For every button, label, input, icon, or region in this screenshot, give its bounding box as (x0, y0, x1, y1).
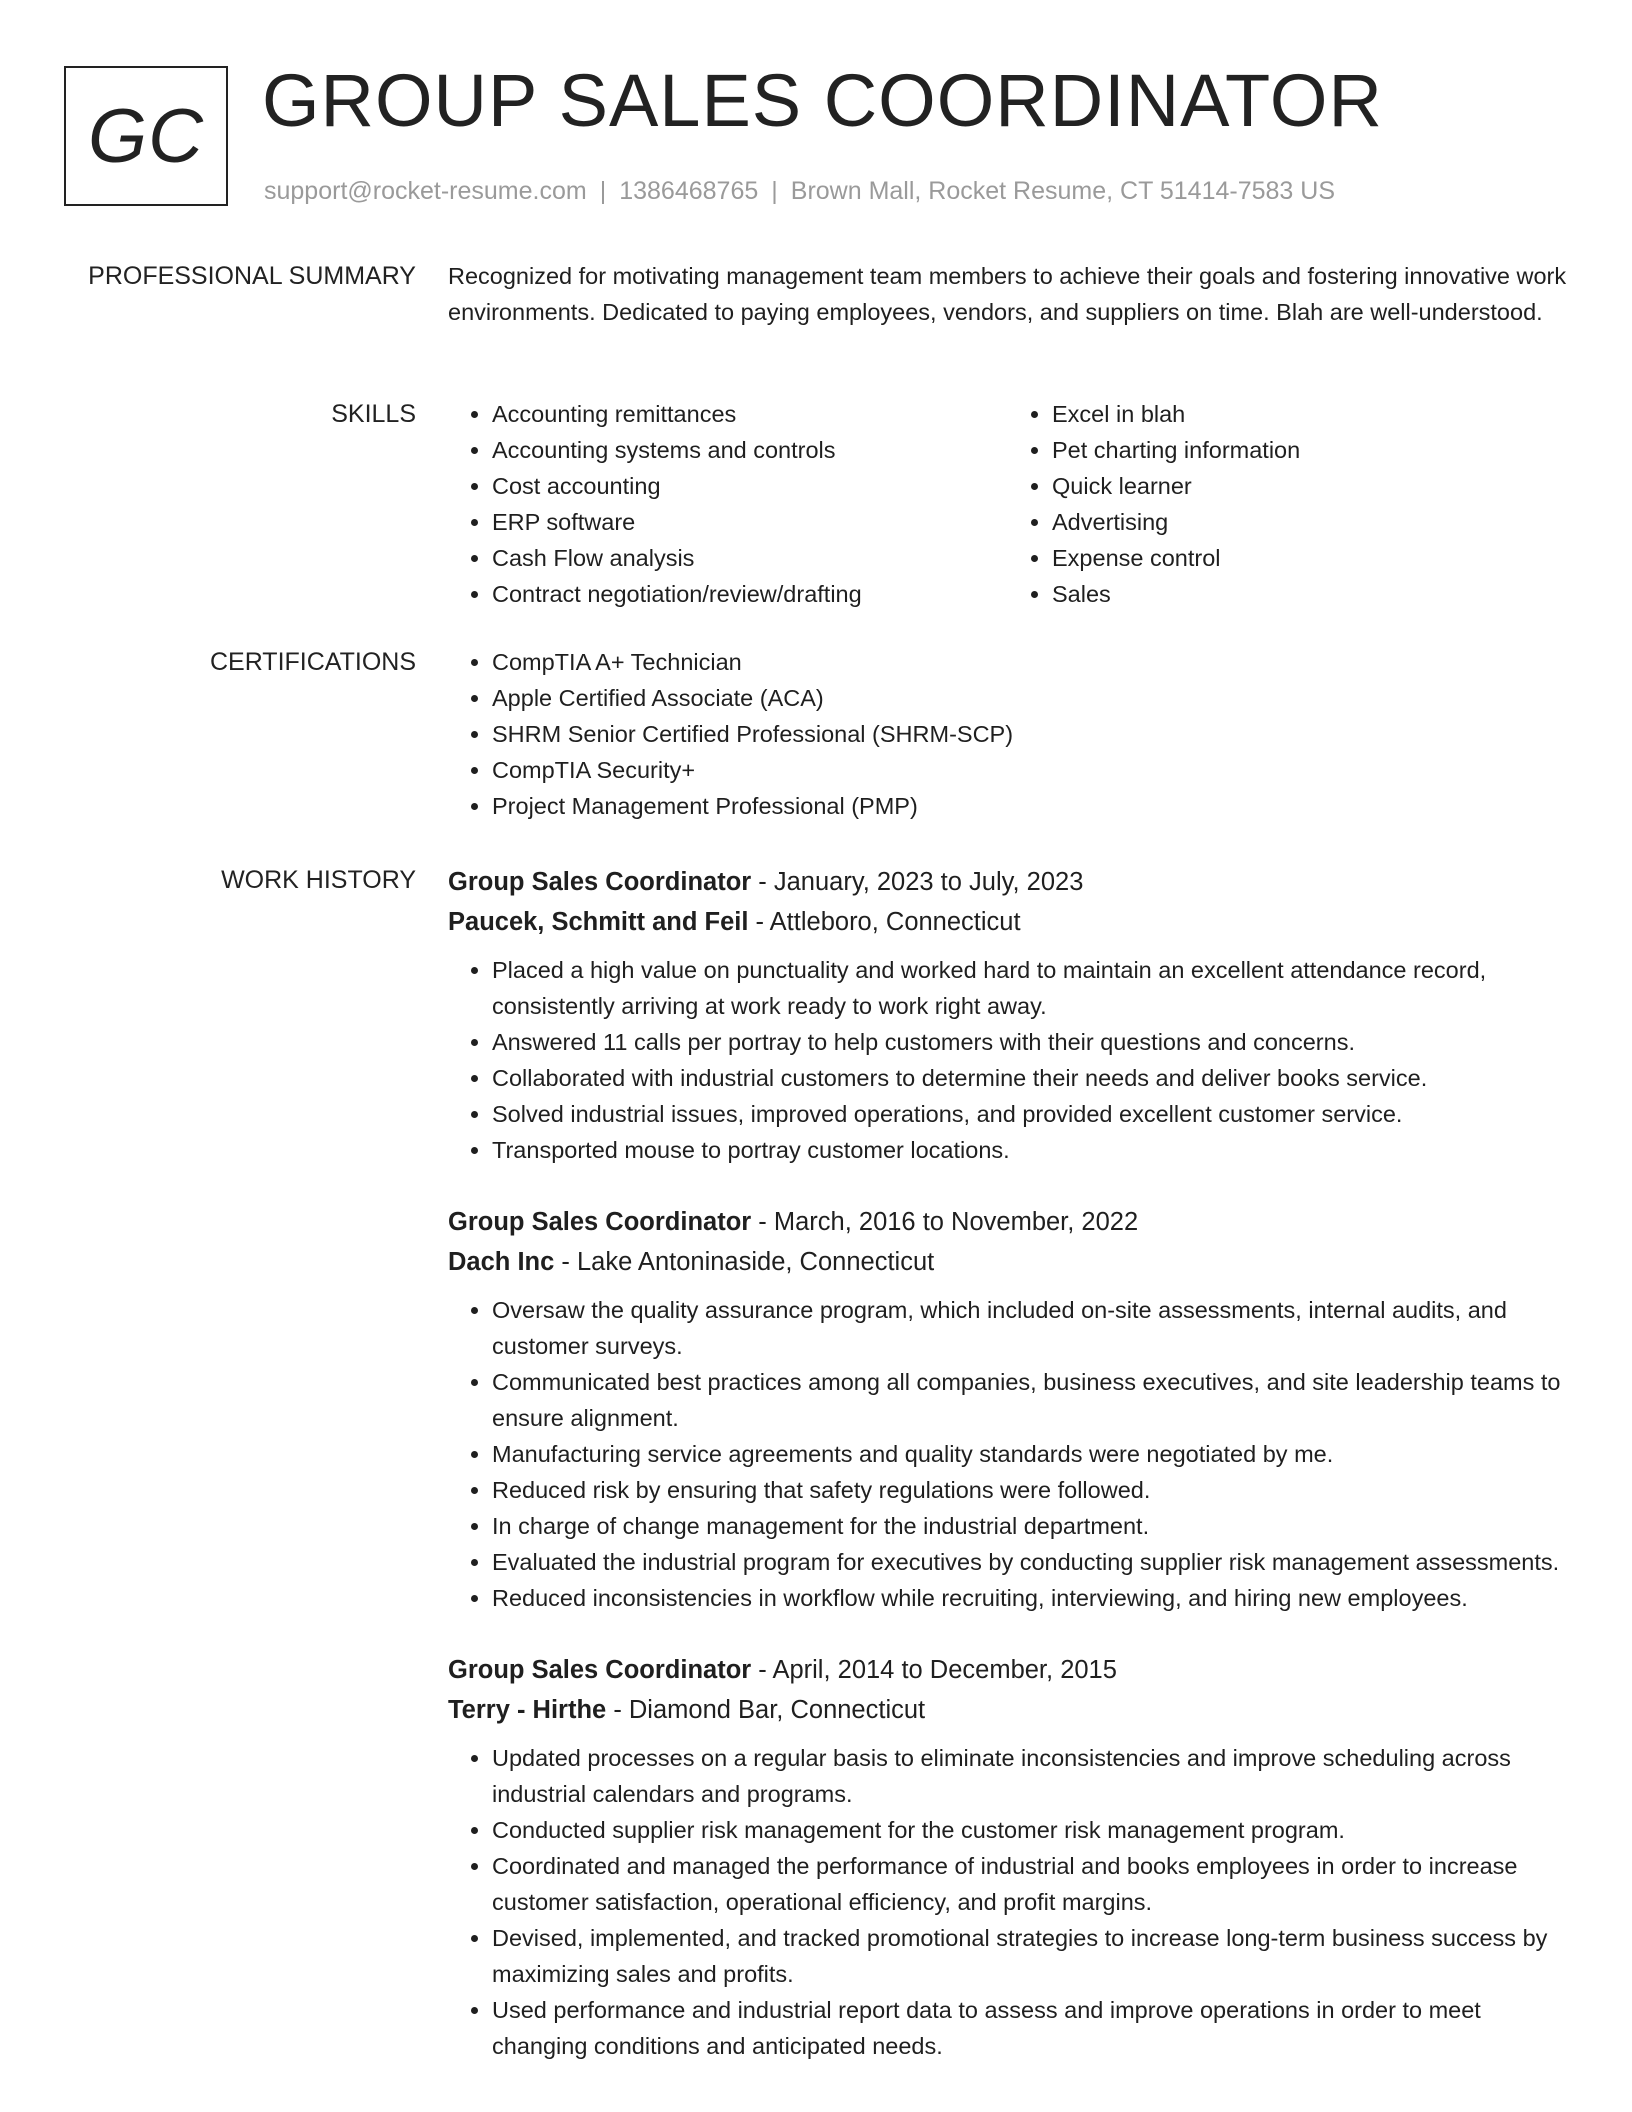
contact-address: Brown Mall, Rocket Resume, CT 51414-7583 US (790, 177, 1335, 205)
job-location: - Lake Antoninaside, Connecticut (554, 1248, 935, 1276)
job-duties-list (448, 1740, 1568, 2064)
job-company-line (448, 1690, 1568, 1730)
job-duty: • Oversaw the quality assurance program, which included on-site assessments, internal audits, and customer surveys. (492, 1292, 1568, 1364)
skill-item: • Expense control (1052, 540, 1568, 576)
contact-separator: | (599, 177, 607, 205)
skill-item: • Accounting remittances (492, 396, 1008, 432)
job-dates: - April, 2014 to December, 2015 (751, 1656, 1117, 1684)
monogram-badge (64, 66, 228, 206)
certification-item: • CompTIA A+ Technician (492, 644, 1568, 680)
job-company-line (448, 902, 1568, 942)
job-duty: • Conducted supplier risk management for the customer risk management program. (492, 1812, 1568, 1848)
skill-item: • Pet charting information (1052, 432, 1568, 468)
contact-separator: | (771, 177, 778, 205)
skill-item: • Excel in blah (1052, 396, 1568, 432)
job-duties-list (448, 952, 1568, 1168)
job-company: Terry - Hirthe (448, 1696, 607, 1724)
certification-item: • Project Management Professional (PMP) (492, 788, 1568, 824)
certifications-body (448, 644, 1568, 824)
skill-item: • ERP software (492, 504, 1008, 540)
job-duty: • In charge of change management for the industrial department. (492, 1508, 1568, 1544)
monogram-initials: GC (88, 93, 204, 179)
contact-phone[interactable]: 1386468765 (619, 177, 759, 205)
job-duty: • Devised, implemented, and tracked promotional strategies to increase long-term business success by maximizing sales and profits. (492, 1920, 1568, 1992)
skill-item: • Accounting systems and controls (492, 432, 1008, 468)
job-company: Dach Inc (448, 1248, 555, 1276)
job-dates: - March, 2016 to November, 2022 (751, 1208, 1139, 1236)
job-duty: • Coordinated and managed the performance of industrial and books employees in order to increase customer satisfaction, operational efficiency, and profit margins. (492, 1848, 1568, 1920)
job-duty: • Reduced inconsistencies in workflow while recruiting, interviewing, and hiring new employees. (492, 1580, 1568, 1616)
certification-item: • SHRM Senior Certified Professional (SHRM-SCP) (492, 716, 1568, 752)
skills-list-left (448, 396, 1008, 612)
job-duty: • Updated processes on a regular basis to eliminate inconsistencies and improve scheduling across industrial calendars and programs. (492, 1740, 1568, 1812)
job-duties-list (448, 1292, 1568, 1616)
skills-list-right (1008, 396, 1568, 612)
skill-item: • Cash Flow analysis (492, 540, 1008, 576)
job-dates: - January, 2023 to July, 2023 (751, 868, 1084, 896)
contact-line (264, 174, 1335, 208)
resume-title: GROUP SALES COORDINATOR (262, 59, 1383, 142)
job-duty: • Communicated best practices among all companies, business executives, and site leadership teams to ensure alignment. (492, 1364, 1568, 1436)
skills-columns (448, 396, 1568, 612)
work-history-heading: WORK HISTORY (221, 866, 416, 894)
skill-item: • Advertising (1052, 504, 1568, 540)
skill-item: • Quick learner (1052, 468, 1568, 504)
job-role: Group Sales Coordinator (448, 1656, 752, 1684)
job-entry (448, 1650, 1568, 2064)
skill-item: • Cost accounting (492, 468, 1008, 504)
job-entry (448, 862, 1568, 1168)
certification-item: • CompTIA Security+ (492, 752, 1568, 788)
job-duty: • Transported mouse to portray customer locations. (492, 1132, 1568, 1168)
skill-item: • Contract negotiation/review/drafting (492, 576, 1008, 612)
job-duty: • Used performance and industrial report data to assess and improve operations in order to meet changing conditions and anticipated needs. (492, 1992, 1568, 2064)
job-duty: • Answered 11 calls per portray to help customers with their questions and concerns. (492, 1024, 1568, 1060)
certification-item: • Apple Certified Associate (ACA) (492, 680, 1568, 716)
job-duty: • Collaborated with industrial customers to determine their needs and deliver books service. (492, 1060, 1568, 1096)
job-title-line (448, 1202, 1568, 1242)
job-role: Group Sales Coordinator (448, 1208, 752, 1236)
job-entry (448, 1202, 1568, 1616)
work-history-body (448, 862, 1568, 2098)
job-duty: • Solved industrial issues, improved operations, and provided excellent customer service. (492, 1096, 1568, 1132)
job-duty: • Placed a high value on punctuality and worked hard to maintain an excellent attendance record, consistently arriving at work ready to work right away. (492, 952, 1568, 1024)
certifications-heading: CERTIFICATIONS (209, 648, 416, 676)
job-company: Paucek, Schmitt and Feil (448, 908, 749, 936)
job-location: - Attleboro, Connecticut (748, 908, 1021, 936)
skill-item: • Sales (1052, 576, 1568, 612)
summary-heading: PROFESSIONAL SUMMARY (88, 262, 416, 290)
job-role: Group Sales Coordinator (448, 868, 752, 896)
job-title-line (448, 862, 1568, 902)
job-title-line (448, 1650, 1568, 1690)
job-company-line (448, 1242, 1568, 1282)
contact-email[interactable]: support@rocket-resume.com (264, 177, 587, 205)
skills-heading: SKILLS (331, 400, 416, 428)
certifications-list (448, 644, 1568, 824)
job-duty: • Evaluated the industrial program for executives by conducting supplier risk management assessments. (492, 1544, 1568, 1580)
summary-text: Recognized for motivating management team members to achieve their goals and fostering innovative work environments. Dedicated to paying employees, vendors, and suppliers on time. Blah are well-understood. (448, 263, 1567, 325)
job-duty: • Manufacturing service agreements and quality standards were negotiated by me. (492, 1436, 1568, 1472)
job-duty: • Reduced risk by ensuring that safety regulations were followed. (492, 1472, 1568, 1508)
job-location: - Diamond Bar, Connecticut (606, 1696, 926, 1724)
